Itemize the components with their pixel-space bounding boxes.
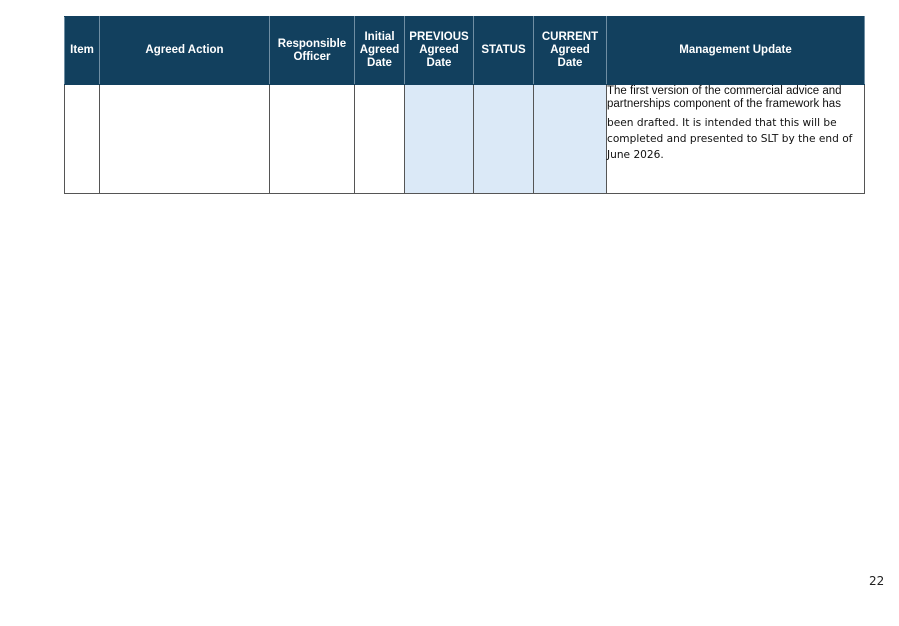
cell-item	[65, 85, 100, 194]
cell-previous-agreed-date	[405, 85, 474, 194]
header-previous-agreed-date: PREVIOUS Agreed Date	[405, 17, 474, 85]
management-update-line: The first version of the commercial advice and	[607, 85, 842, 97]
cell-management-update	[607, 85, 865, 194]
page-number: 22	[869, 574, 885, 588]
management-update-line: partnerships component of the framework has	[607, 98, 841, 110]
management-actions-table	[64, 16, 865, 194]
cell-current-agreed-date	[534, 85, 607, 194]
management-update-line: June 2026.	[607, 149, 664, 161]
header-current-agreed-date: CURRENT Agreed Date	[534, 17, 607, 85]
header-initial-agreed-date: Initial Agreed Date	[355, 17, 405, 85]
cell-initial-agreed-date	[355, 85, 405, 194]
header-responsible-officer: Responsible Officer	[270, 17, 355, 85]
header-status: STATUS	[474, 17, 534, 85]
cell-agreed-action	[100, 85, 270, 194]
header-agreed-action: Agreed Action	[100, 17, 270, 85]
cell-status	[474, 85, 534, 194]
management-update-line: been drafted. It is intended that this will be	[607, 117, 837, 129]
table-row	[65, 85, 865, 194]
header-item: Item	[65, 17, 100, 85]
header-management-update: Management Update	[607, 17, 865, 85]
cell-responsible-officer	[270, 85, 355, 194]
management-update-line: completed and presented to SLT by the end of	[607, 133, 853, 145]
table-header-row	[65, 17, 865, 85]
